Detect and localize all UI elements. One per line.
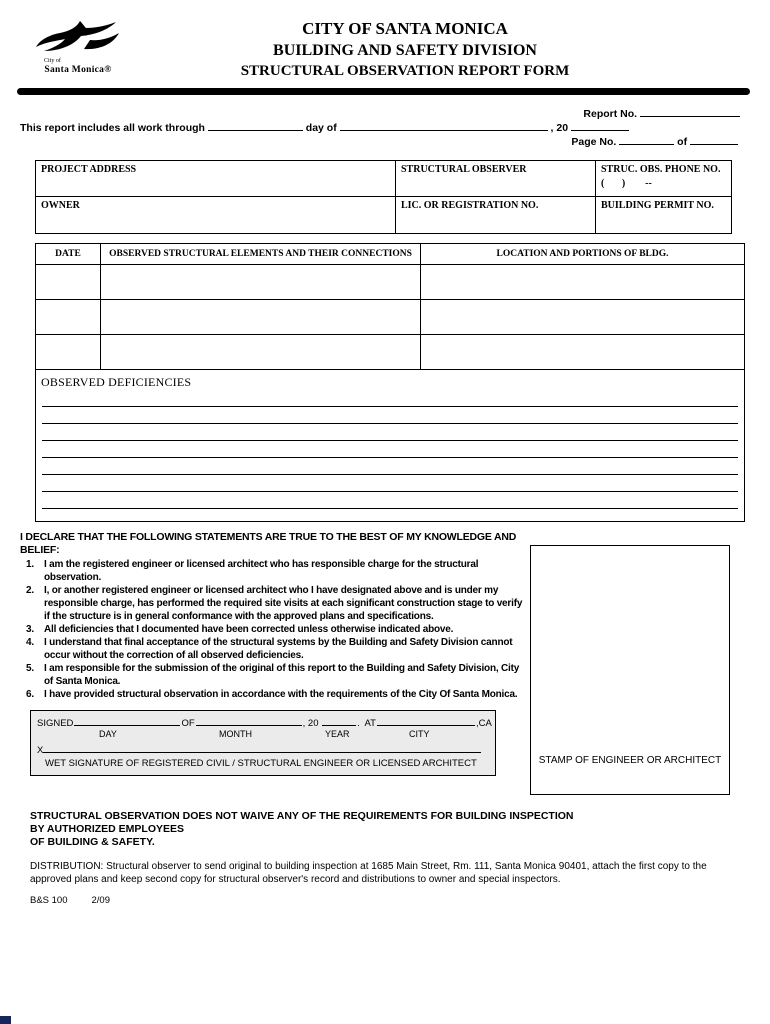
declaration-item-4 <box>20 636 526 662</box>
obs-row1-location-cell[interactable] <box>421 265 744 300</box>
wet-signature-caption: WET SIGNATURE OF REGISTERED CIVIL / STRUCTURAL ENGINEER OR LICENSED ARCHITECT <box>45 758 477 769</box>
work-through-month-field[interactable] <box>340 120 548 131</box>
signature-date-row <box>37 715 492 729</box>
declaration-item-number: 6. <box>26 689 34 700</box>
deficiency-line-4[interactable] <box>42 441 738 458</box>
obs-row3-location-cell[interactable] <box>421 335 744 370</box>
building-permit-label: BUILDING PERMIT NO. <box>601 200 714 211</box>
header-divider <box>17 88 750 95</box>
signed-city-field[interactable] <box>377 715 475 726</box>
observation-table <box>35 243 745 522</box>
title-city: CITY OF SANTA MONICA <box>302 19 508 38</box>
signed-ca-label: ,CA <box>475 718 492 729</box>
work-through-row <box>20 120 629 134</box>
signed-at-label: . AT <box>357 718 376 729</box>
santa-monica-logo <box>30 20 126 75</box>
deficiency-line-1[interactable] <box>42 390 738 407</box>
obs-row2-date-cell[interactable] <box>36 300 101 335</box>
year-sublabel: YEAR <box>325 729 350 739</box>
obs-row2-elements-cell[interactable] <box>101 300 421 335</box>
signature-x-row <box>37 742 489 756</box>
report-no-label: Report No. <box>583 108 638 120</box>
page-no-field[interactable] <box>619 134 674 145</box>
project-address-cell[interactable] <box>36 161 396 197</box>
location-column-header: LOCATION AND PORTIONS OF BLDG. <box>421 244 744 265</box>
form-title-block <box>120 18 690 81</box>
signature-section <box>30 710 496 776</box>
declaration-item-number: 5. <box>26 663 34 674</box>
obs-row1-date-cell[interactable] <box>36 265 101 300</box>
declaration-item-text: I am responsible for the submission of the original of this report to the Building and Safety Division, City of Santa Monica. <box>44 663 520 687</box>
declaration-heading: I DECLARE THAT THE FOLLOWING STATEMENTS ARE TRUE TO THE BEST OF MY KNOWLEDGE AND BELIEF: <box>20 531 517 556</box>
wet-signature-field[interactable] <box>43 742 481 753</box>
signed-year-field[interactable] <box>322 715 356 726</box>
declaration-item-text: All deficiencies that I documented have been corrected unless otherwise indicated above. <box>44 624 454 635</box>
observed-deficiencies-label: OBSERVED DEFICIENCIES <box>41 375 192 389</box>
logo-santa-monica-text: Santa Monica® <box>44 65 112 75</box>
project-info-table <box>35 160 732 234</box>
signature-x-label: X <box>37 745 44 756</box>
month-sublabel: MONTH <box>219 729 252 739</box>
observer-phone-mask: ( ) -- <box>601 178 652 189</box>
no-waiver-notice-line3: OF BUILDING & SAFETY. <box>30 836 155 848</box>
observer-phone-label: STRUC. OBS. PHONE NO. <box>601 164 721 175</box>
form-number: B&S 100 <box>30 895 68 906</box>
declaration-item-number: 1. <box>26 559 34 570</box>
footer-section <box>30 810 746 906</box>
declaration-item-3 <box>20 623 526 636</box>
city-sublabel: CITY <box>409 729 430 739</box>
obs-row1-elements-cell[interactable] <box>101 265 421 300</box>
declaration-item-text: I understand that final acceptance of the structural systems by the Building and Safety Division cannot occur without the correction of all observed deficiencies. <box>44 637 513 661</box>
observation-grid <box>36 244 744 370</box>
work-through-year-field[interactable] <box>571 120 629 131</box>
engineer-stamp-box[interactable] <box>530 545 730 795</box>
declaration-item-text: I, or another registered engineer or licensed architect who I have designated above and is under my responsible charge, has performed the required site visits at each significant construction stage to verify if the structure is in general conformance with the approved plans and specifications. <box>44 585 523 622</box>
signed-year-label: , 20 <box>302 718 322 729</box>
report-no-row <box>583 106 740 120</box>
declaration-item-text: I have provided structural observation in accordance with the requirements of the City Of Santa Monica. <box>44 689 518 700</box>
page-no-label: Page No. <box>571 136 617 148</box>
deficiency-line-3[interactable] <box>42 424 738 441</box>
structural-observer-cell[interactable] <box>396 161 596 197</box>
deficiency-line-5[interactable] <box>42 458 738 475</box>
no-waiver-notice-line2: BY AUTHORIZED EMPLOYEES <box>30 823 185 835</box>
elements-column-header: OBSERVED STRUCTURAL ELEMENTS AND THEIR CONNECTIONS <box>101 244 421 265</box>
signed-month-field[interactable] <box>196 715 302 726</box>
obs-row2-location-cell[interactable] <box>421 300 744 335</box>
form-id-row <box>30 895 746 906</box>
owner-label: OWNER <box>41 200 80 211</box>
declaration-item-text: I am the registered engineer or licensed architect who has responsible charge for the structural observation. <box>44 559 479 583</box>
day-sublabel: DAY <box>99 729 117 739</box>
year-prefix-label: , 20 <box>550 122 569 134</box>
date-column-header: DATE <box>36 244 101 265</box>
obs-row3-date-cell[interactable] <box>36 335 101 370</box>
registration-no-label: LIC. OR REGISTRATION NO. <box>401 200 539 211</box>
deficiency-line-2[interactable] <box>42 407 738 424</box>
logo-city-of-text: City of <box>44 58 61 64</box>
day-of-label: day of <box>305 122 337 134</box>
observer-phone-cell[interactable] <box>596 161 731 197</box>
building-permit-cell[interactable] <box>596 197 731 233</box>
report-no-field[interactable] <box>640 106 740 117</box>
declaration-item-number: 3. <box>26 624 34 635</box>
signed-label: SIGNED <box>37 718 74 729</box>
declaration-section <box>20 531 526 701</box>
form-revision: 2/09 <box>91 895 110 906</box>
structural-observer-label: STRUCTURAL OBSERVER <box>401 164 527 175</box>
distribution-paragraph: DISTRIBUTION: Structural observer to send original to building inspection at 1685 Main Street, Rm. 111, Santa Monica 90401, attach the first copy to the approved plans and keep second copy for structural observer's record and distributions to owner and special inspectors. <box>30 861 707 885</box>
page-of-label: of <box>677 136 688 148</box>
work-through-label: This report includes all work through <box>20 122 205 134</box>
declaration-item-number: 2. <box>26 585 34 596</box>
declaration-item-6 <box>20 688 526 701</box>
no-waiver-notice-line1: STRUCTURAL OBSERVATION DOES NOT WAIVE ANY OF THE REQUIREMENTS FOR BUILDING INSPECTION <box>30 810 574 822</box>
registration-no-cell[interactable] <box>396 197 596 233</box>
owner-cell[interactable] <box>36 197 396 233</box>
signed-of-label: OF <box>181 718 195 729</box>
logo-swoosh-icon <box>30 20 126 58</box>
title-form-name: STRUCTURAL OBSERVATION REPORT FORM <box>240 63 570 79</box>
declaration-item-5 <box>20 662 526 688</box>
observed-deficiencies-section <box>36 370 744 521</box>
page-total-field[interactable] <box>690 134 738 145</box>
project-address-label: PROJECT ADDRESS <box>41 164 137 175</box>
page-corner-artifact <box>0 1016 11 1024</box>
signed-day-field[interactable] <box>74 715 180 726</box>
deficiency-line-7[interactable] <box>42 492 738 509</box>
signature-sublabels-row <box>37 729 489 740</box>
title-division: BUILDING AND SAFETY DIVISION <box>273 42 537 59</box>
declaration-item-number: 4. <box>26 637 34 648</box>
work-through-day-field[interactable] <box>208 120 303 131</box>
declaration-item-2 <box>20 584 526 623</box>
declaration-item-1 <box>20 558 526 584</box>
obs-row3-elements-cell[interactable] <box>101 335 421 370</box>
deficiency-line-6[interactable] <box>42 475 738 492</box>
engineer-stamp-label: STAMP OF ENGINEER OR ARCHITECT <box>538 755 722 766</box>
page-no-row <box>571 134 738 148</box>
